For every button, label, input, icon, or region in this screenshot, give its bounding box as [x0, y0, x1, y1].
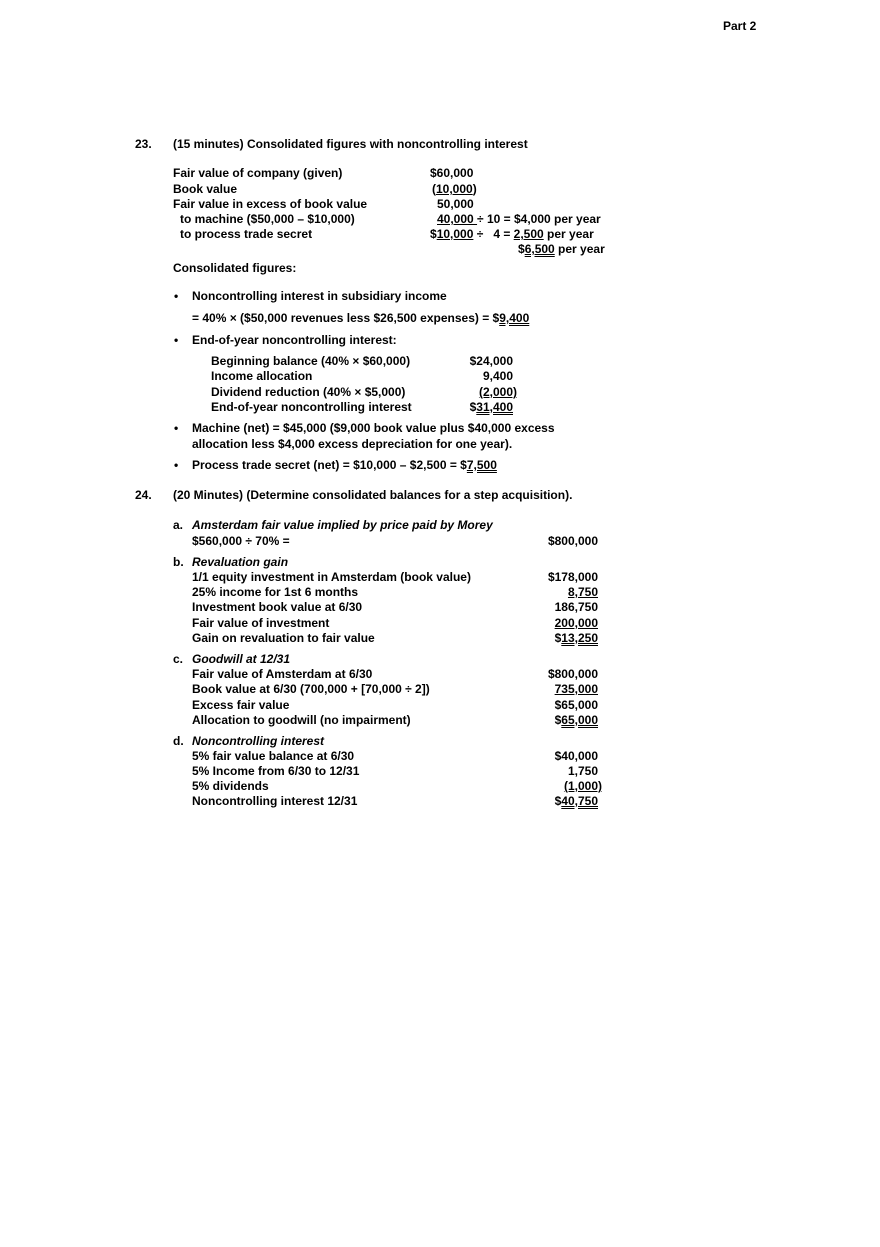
part-d-row-amount: $40,750: [554, 794, 598, 808]
part-c-row-amount: 735,000: [554, 682, 598, 696]
problem-23-title: (15 minutes) Consolidated figures with noncontrolling interest: [173, 137, 528, 151]
p23-row-amount: $60,000: [430, 166, 474, 180]
part-d-heading: Noncontrolling interest: [192, 734, 324, 748]
part-b-row-amount: 8,750: [567, 585, 598, 599]
part-c-row-label: Excess fair value: [192, 698, 290, 712]
p23-row-amount: 40,000 ÷ 10 = $4,000 per year: [437, 212, 601, 226]
eoy-row-label: End-of-year noncontrolling interest: [211, 400, 412, 414]
part-a-letter: a.: [173, 518, 184, 532]
p23-row-label: Fair value in excess of book value: [173, 197, 368, 211]
machine-net-line1: Machine (net) = $45,000 ($9,000 book value plus $40,000 excess: [192, 421, 555, 435]
part-d-row-label: Noncontrolling interest 12/31: [192, 794, 358, 808]
eoy-row-label: Income allocation: [211, 369, 313, 383]
nci-income-calc: = 40% × ($50,000 revenues less $26,500 expenses) = $9,400: [192, 311, 530, 325]
part-d-row-label: 5% dividends: [192, 779, 269, 793]
part-b-row-amount: $13,250: [554, 631, 598, 645]
part-b-row-label: 1/1 equity investment in Amsterdam (book value): [192, 570, 471, 584]
part-a-value: $800,000: [547, 534, 598, 548]
p23-row-label: to process trade secret: [180, 227, 313, 241]
part-b-heading: Revaluation gain: [192, 555, 289, 569]
trade-secret-net: Process trade secret (net) = $10,000 – $2,500 = $7,500: [192, 458, 497, 472]
bullet-icon: •: [174, 289, 179, 303]
part-c-row-label: Allocation to goodwill (no impairment): [192, 713, 411, 727]
bullet-icon: •: [174, 421, 179, 435]
p23-row-amount: 50,000: [437, 197, 474, 211]
eoy-row-label: Beginning balance (40% × $60,000): [211, 354, 411, 368]
part-b-row-amount: 200,000: [554, 616, 598, 630]
part-a-calc: $560,000 ÷ 70% =: [192, 534, 290, 548]
p23-row-amount: $10,000 ÷ 4 = 2,500 per year: [430, 227, 594, 241]
part-c-heading: Goodwill at 12/31: [192, 652, 291, 666]
part-c-row-amount: $800,000: [547, 667, 598, 681]
p23-row-label: Fair value of company (given): [173, 166, 343, 180]
part-c-row-amount: $65,000: [554, 698, 598, 712]
eoy-row-amount: 9,400: [482, 369, 513, 383]
part-c-row-amount: $65,000: [554, 713, 598, 727]
part-c-row-label: Book value at 6/30 (700,000 + [70,000 ÷ 2]): [192, 682, 430, 696]
bullet-icon: •: [174, 333, 179, 347]
page-header-part: Part 2: [723, 19, 757, 33]
p23-total-per-year: $6,500 per year: [518, 242, 605, 256]
part-d-row-amount: (1,000): [563, 779, 602, 793]
part-d-row-label: 5% fair value balance at 6/30: [192, 749, 355, 763]
part-b-row-label: 25% income for 1st 6 months: [192, 585, 359, 599]
part-d-row-label: 5% Income from 6/30 to 12/31: [192, 764, 360, 778]
p23-row-amount: (10,000): [432, 182, 477, 196]
consolidated-figures-heading: Consolidated figures:: [173, 261, 297, 275]
part-b-row-amount: 186,750: [554, 600, 598, 614]
part-b-letter: b.: [173, 555, 184, 569]
part-d-row-amount: $40,000: [554, 749, 598, 763]
part-c-row-label: Fair value of Amsterdam at 6/30: [192, 667, 373, 681]
part-d-letter: d.: [173, 734, 184, 748]
eoy-nci-bullet: End-of-year noncontrolling interest:: [192, 333, 397, 347]
bullet-icon: •: [174, 458, 179, 472]
eoy-row-label: Dividend reduction (40% × $5,000): [211, 385, 406, 399]
part-b-row-amount: $178,000: [547, 570, 598, 584]
part-b-row-label: Investment book value at 6/30: [192, 600, 363, 614]
part-b-row-label: Gain on revaluation to fair value: [192, 631, 375, 645]
problem-24-title: (20 Minutes) (Determine consolidated balances for a step acquisition).: [173, 488, 573, 502]
problem-23-number: 23.: [135, 137, 152, 151]
part-b-row-label: Fair value of investment: [192, 616, 330, 630]
machine-net-line2: allocation less $4,000 excess depreciation for one year).: [192, 437, 513, 451]
eoy-row-amount: $24,000: [469, 354, 513, 368]
nci-income-bullet: Noncontrolling interest in subsidiary income: [192, 289, 447, 303]
problem-24-number: 24.: [135, 488, 152, 502]
eoy-row-amount: $31,400: [469, 400, 513, 414]
p23-row-label: to machine ($50,000 – $10,000): [180, 212, 355, 226]
p23-row-label: Book value: [173, 182, 238, 196]
eoy-row-amount: (2,000): [478, 385, 517, 399]
part-c-letter: c.: [173, 652, 184, 666]
part-a-heading: Amsterdam fair value implied by price paid by Morey: [192, 518, 493, 532]
part-d-row-amount: 1,750: [567, 764, 598, 778]
